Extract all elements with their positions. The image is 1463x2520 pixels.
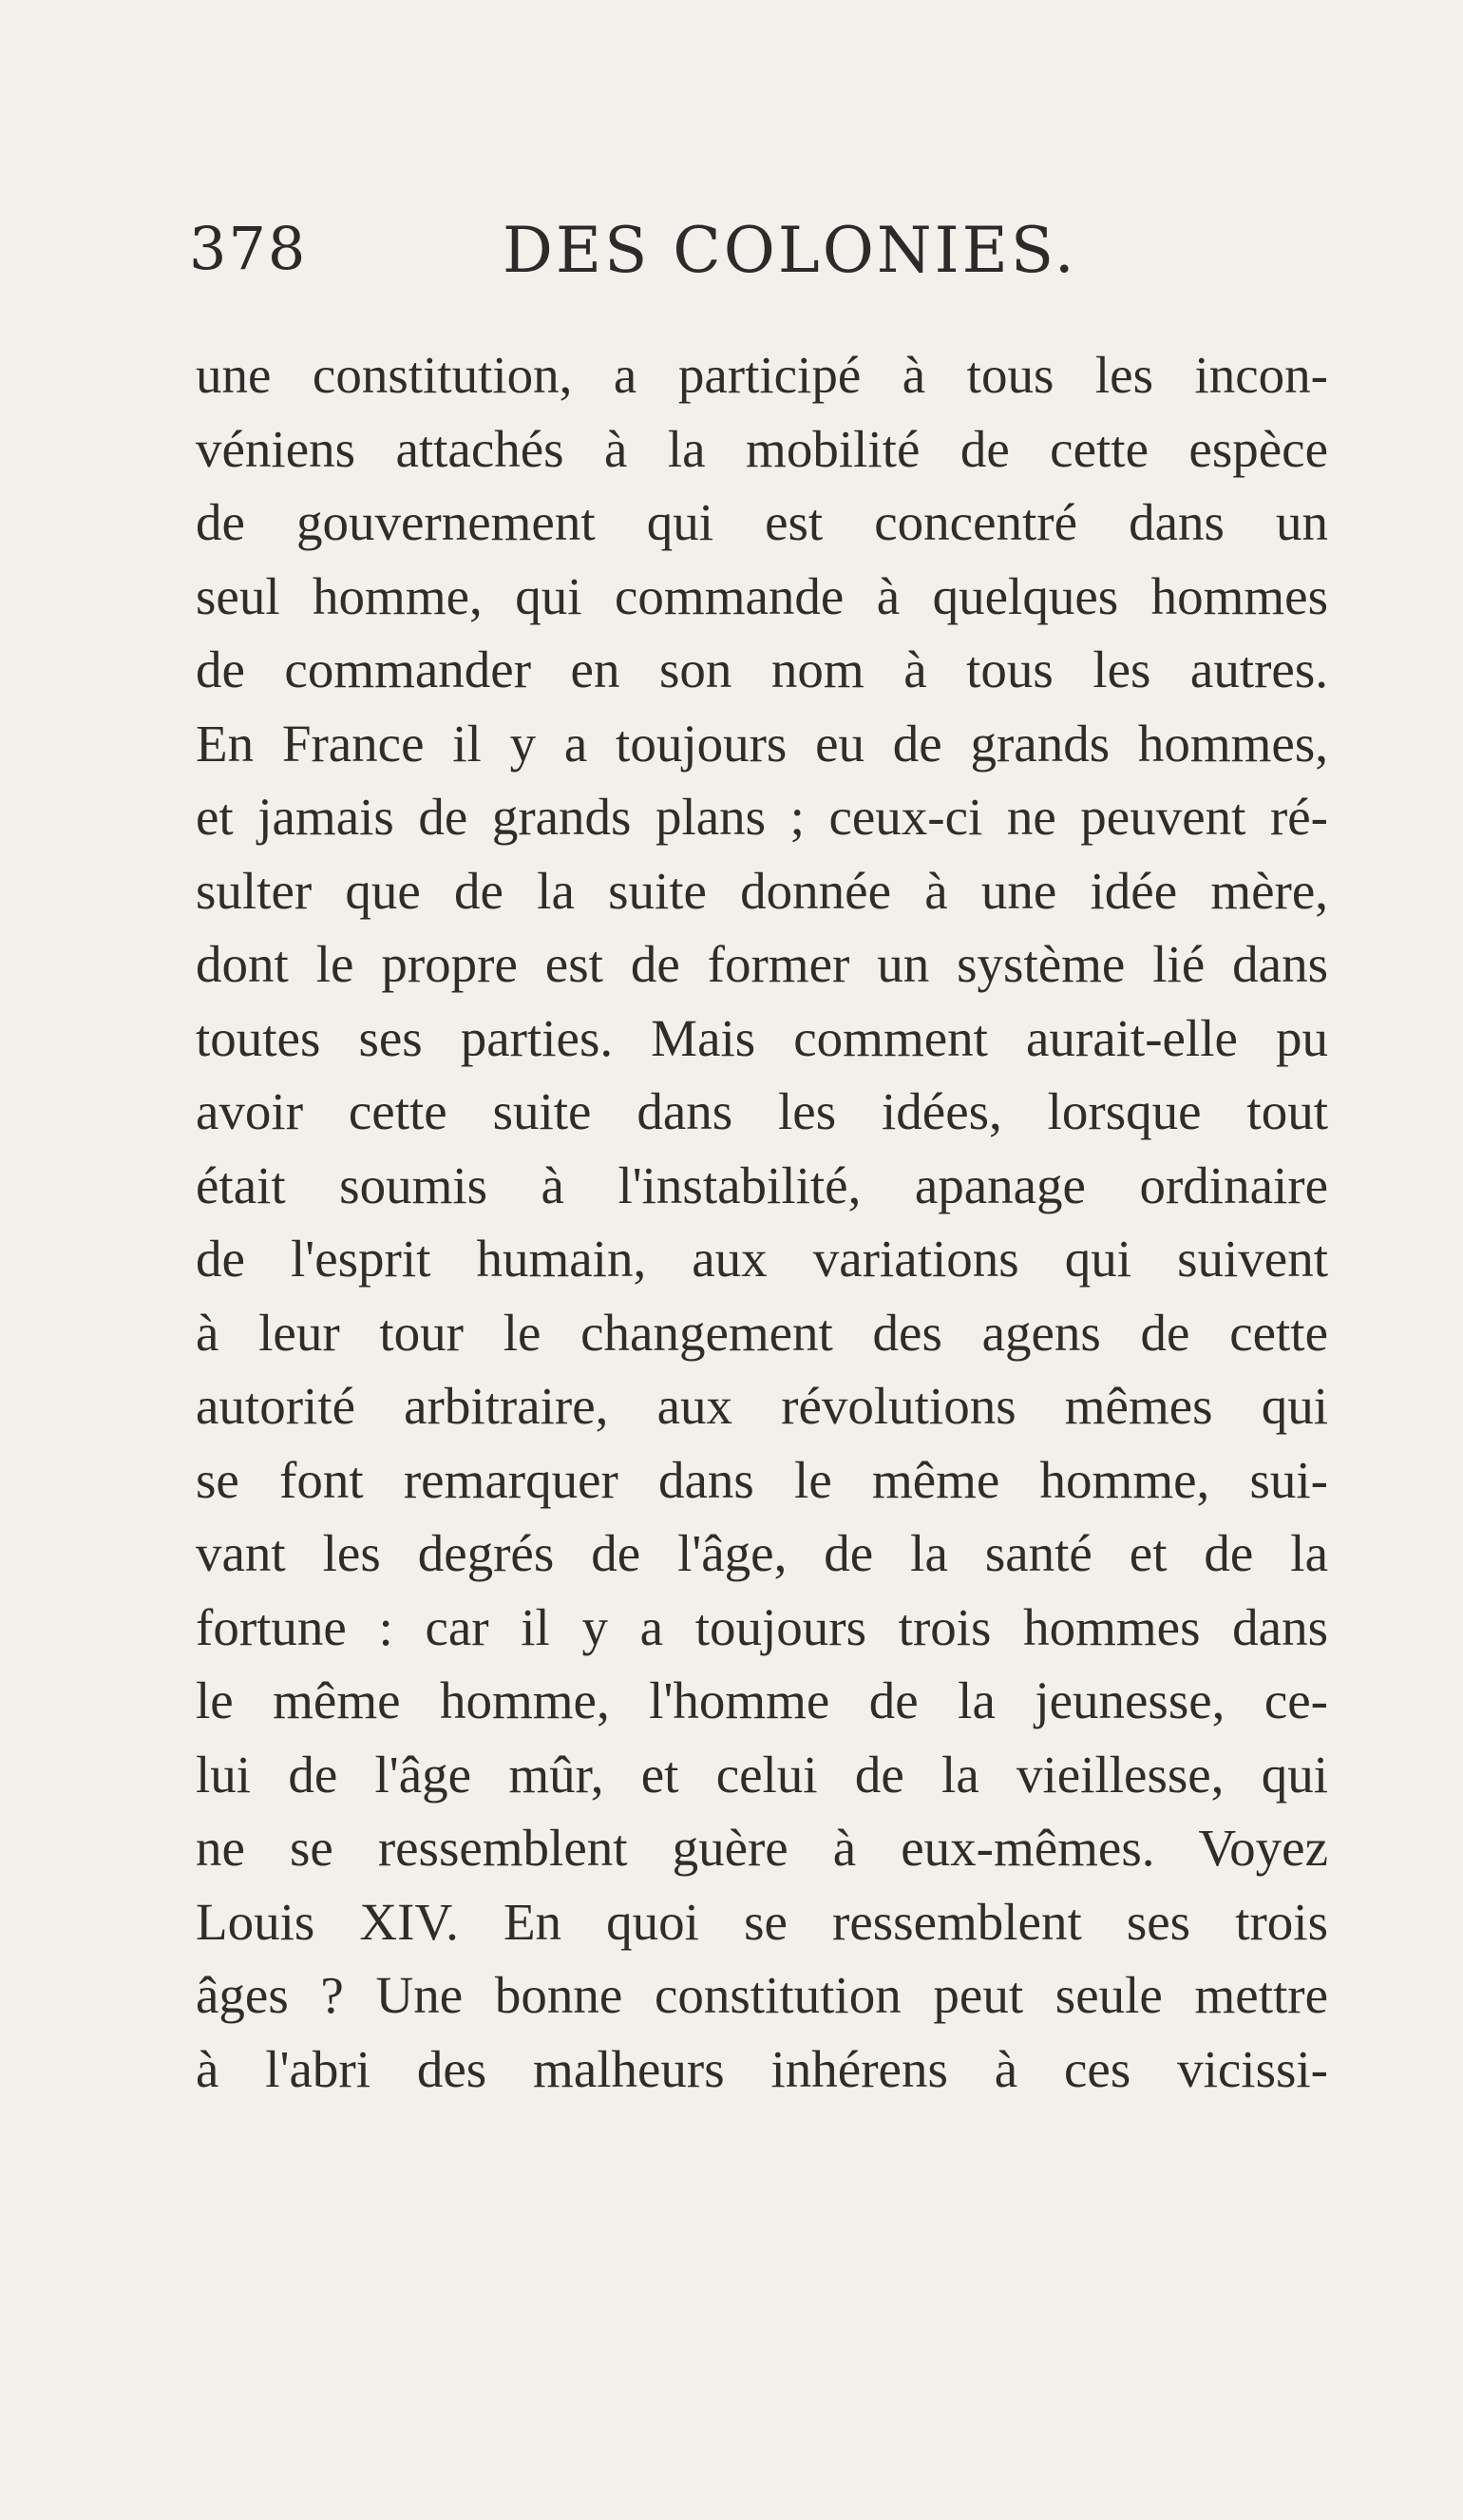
text-line: à l'abri des malheurs inhérens à ces vicissi- <box>196 2039 1328 2098</box>
text-line: ne se ressemblent guère à eux-mêmes. Voyez <box>196 1819 1328 1877</box>
text-line: seul homme, qui commande à quelques hommes <box>196 566 1328 625</box>
text-line: de l'esprit humain, aux variations qui suivent <box>196 1230 1328 1288</box>
text-line: dont le propre est de former un système lié dans <box>196 935 1328 993</box>
text-line: était soumis à l'instabilité, apanage ordinaire <box>196 1155 1328 1214</box>
text-line: Louis XIV. En quoi se ressemblent ses trois <box>196 1892 1328 1951</box>
text-line: à leur tour le changement des agens de cette <box>196 1303 1328 1362</box>
text-line: sulter que de la suite donnée à une idée mère, <box>196 861 1328 920</box>
text-line: de gouvernement qui est concentré dans un <box>196 493 1328 551</box>
text-line: de commander en son nom à tous les autres. <box>196 640 1328 698</box>
text-line: autorité arbitraire, aux révolutions mêmes qui <box>196 1377 1328 1435</box>
text-line: vant les degrés de l'âge, de la santé et de la <box>196 1524 1328 1582</box>
page-header <box>189 214 1301 299</box>
text-line: véniens attachés à la mobilité de cette espèce <box>196 419 1328 478</box>
text-line: avoir cette suite dans les idées, lorsque tout <box>196 1082 1328 1140</box>
text-line: fortune : car il y a toujours trois hommes dans <box>196 1597 1328 1656</box>
text-line: se font remarquer dans le même homme, sui- <box>196 1450 1328 1509</box>
text-line: et jamais de grands plans ; ceux-ci ne peuvent ré- <box>196 788 1328 846</box>
text-line: lui de l'âge mûr, et celui de la vieillesse, qui <box>196 1745 1328 1804</box>
body-text <box>196 338 1328 2106</box>
page-number: 378 <box>189 214 308 283</box>
text-line: âges ? Une bonne constitution peut seule mettre <box>196 1966 1328 2024</box>
text-line: une constitution, a participé à tous les incon- <box>196 346 1328 404</box>
text-line: En France il y a toujours eu de grands hommes, <box>196 714 1328 773</box>
text-line: toutes ses parties. Mais comment aurait-elle pu <box>196 1008 1328 1067</box>
running-title: DES COLONIES. <box>503 214 1077 287</box>
text-line: le même homme, l'homme de la jeunesse, ce- <box>196 1671 1328 1729</box>
